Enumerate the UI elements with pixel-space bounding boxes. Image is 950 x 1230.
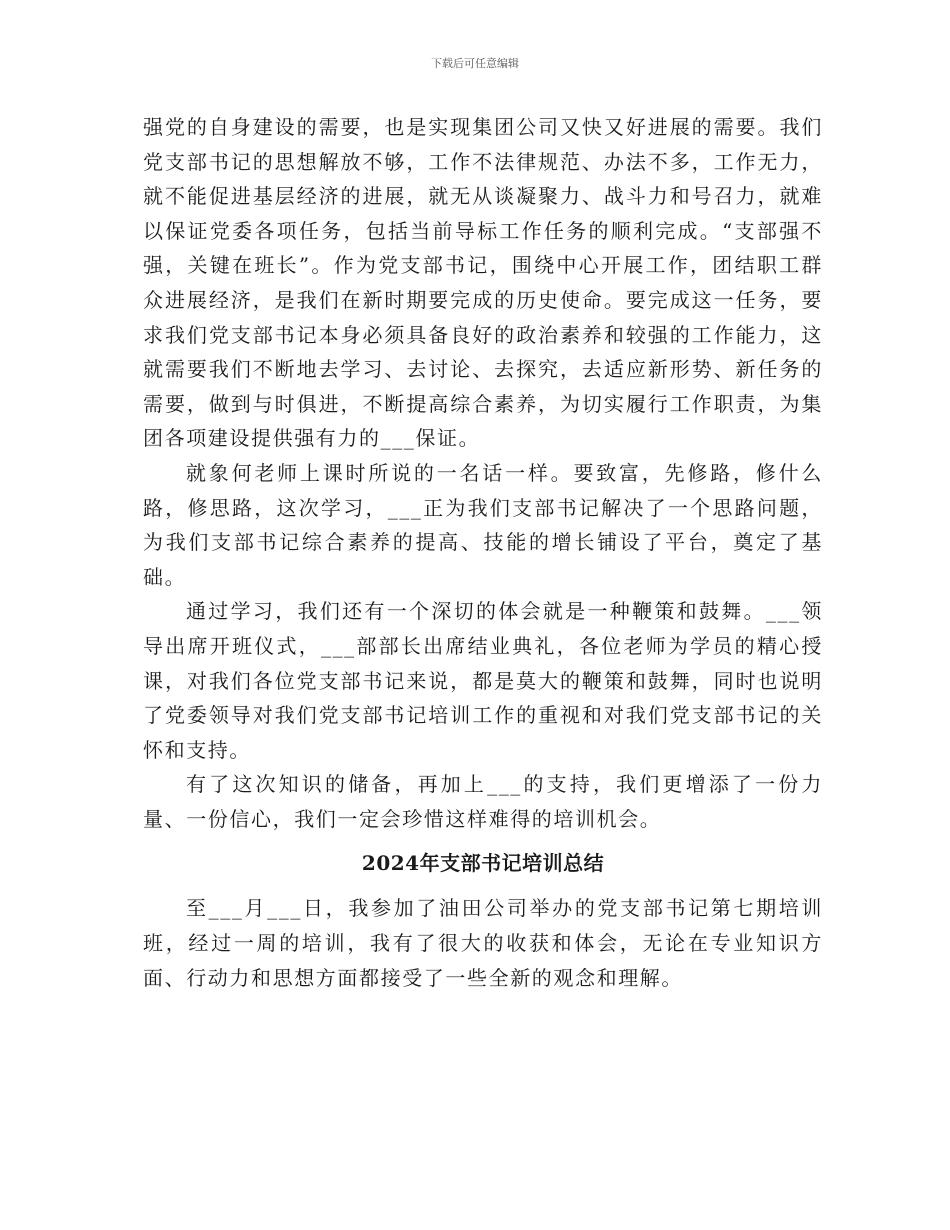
section-title: 2024年支部书记培训总结: [361, 851, 605, 876]
paragraph-encouragement: 通过学习，我们还有一个深切的体会就是一种鞭策和鼓舞。___领导出席开班仪式，___部部长出席结业典礼，各位老师为学员的精心授课，对我们各位党支部书记来说，都是莫大的鞭策和鼓舞，同时也说明了党委领导对我们党支部书记培训工作的重视和对我们党支部书记的关怀和支持。: [143, 599, 823, 762]
document-body: [143, 110, 823, 995]
paragraph-closing: 有了这次知识的储备，再加上___的支持，我们更增添了一份力量、一份信心，我们一定会珍惜这样难得的培训机会。: [143, 772, 823, 831]
paragraph-road-metaphor: 就象何老师上课时所说的一名话一样。要致富，先修路，修什么路，修思路，这次学习，___正为我们支部书记解决了一个思路问题，为我们支部书记综合素养的提高、技能的增长铺设了平台，奠定了基础。: [143, 460, 823, 589]
paragraph-continued: 强党的自身建设的需要，也是实现集团公司又快又好进展的需要。我们党支部书记的思想解放不够，工作不法律规范、办法不多，工作无力，就不能促进基层经济的进展，就无从谈凝聚力、战斗力和号召力，就难以保证党委各项任务，包括当前导标工作任务的顺利完成。“支部强不强，关键在班长”。作为党支部书记，围绕中心开展工作，团结职工群众进展经济，是我们在新时期要完成的历史使命。要完成这一任务，要求我们党支部书记本身必须具备良好的政治素养和较强的工作能力，这就需要我们不断地去学习、去讨论、去探究，去适应新形势、新任务的需要，做到与时俱进，不断提高综合素养，为切实履行工作职责，为集团各项建设提供强有力的___保证。: [143, 115, 823, 451]
header-note: 下载后可任意编辑: [431, 57, 519, 70]
section-paragraph: 至___月___日，我参加了油田公司举办的党支部书记第七期培训班，经过一周的培训，我有了很大的收获和体会，无论在专业知识方面、行动力和思想方面都接受了一些全新的观念和理解。: [143, 896, 823, 990]
